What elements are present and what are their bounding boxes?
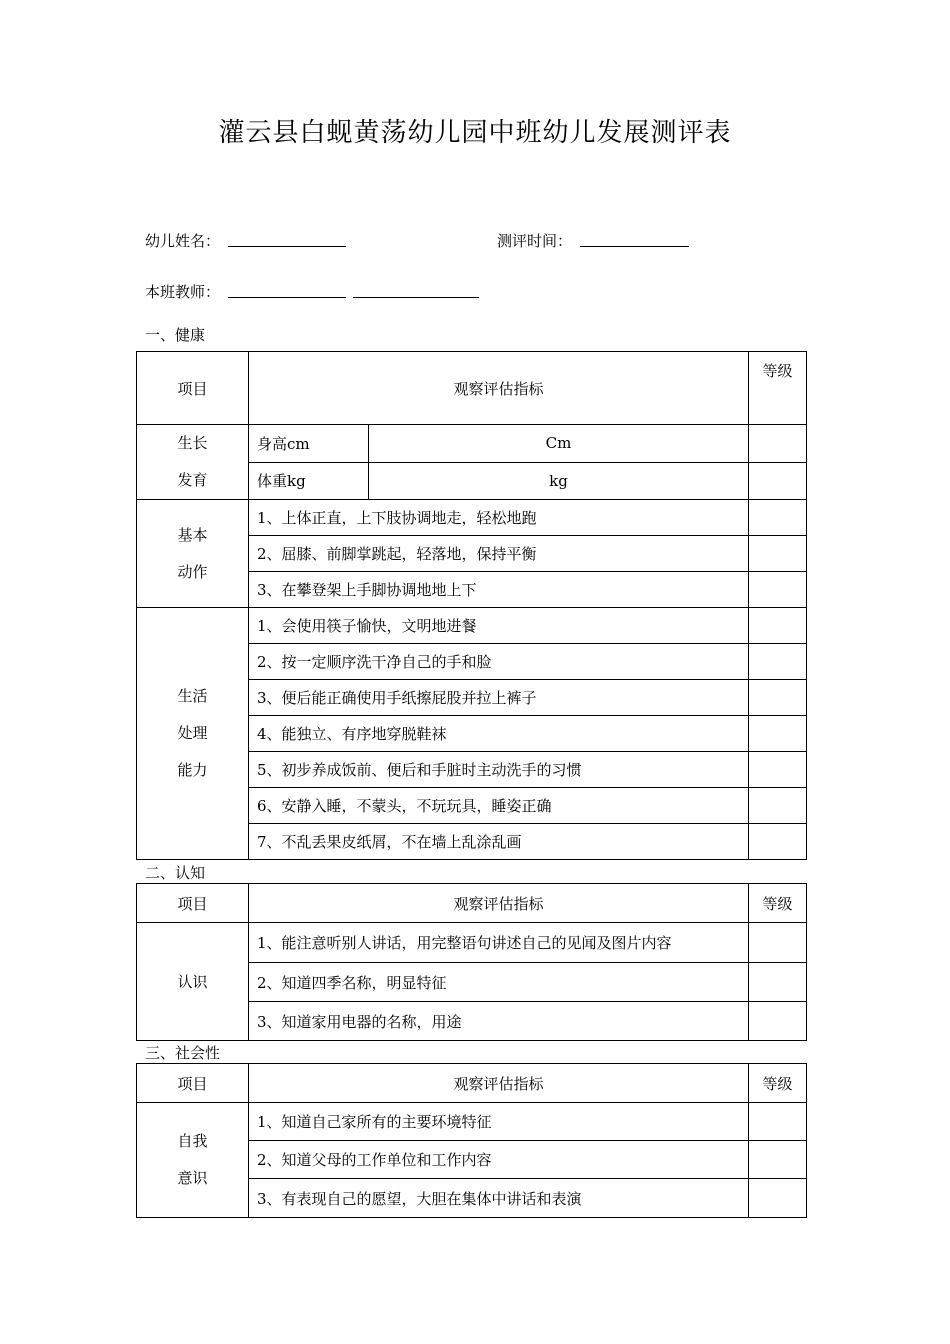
grade-cell[interactable]: [749, 425, 807, 463]
indicator-text: 3、知道家用电器的名称，用途: [249, 1002, 749, 1041]
weight-value-cell[interactable]: kg: [369, 462, 749, 500]
grade-cell[interactable]: [749, 788, 807, 824]
page-title: 灌云县白蚬黄荡幼儿园中班幼儿发展测评表: [218, 118, 732, 148]
col-indicator-header: 观察评估指标: [249, 352, 749, 425]
social-table: [136, 1063, 807, 1218]
teacher-blank-1[interactable]: [228, 297, 346, 298]
social-header-row: [137, 1064, 807, 1103]
grade-cell[interactable]: [749, 536, 807, 572]
health-heading: 一、健康: [145, 326, 206, 344]
table-row: [137, 923, 807, 963]
col-indicator-header: 观察评估指标: [249, 1064, 749, 1103]
col-grade-header: 等级: [749, 884, 807, 923]
teacher-label: 本班教师：: [145, 283, 221, 301]
grade-cell[interactable]: [749, 1103, 807, 1141]
eval-time-blank[interactable]: [580, 246, 689, 247]
col-indicator-header: 观察评估指标: [249, 884, 749, 923]
indicator-text: 2、知道父母的工作单位和工作内容: [249, 1141, 749, 1179]
indicator-text: 1、上体正直，上下肢协调地走，轻松地跑: [249, 500, 749, 536]
grade-cell[interactable]: [749, 608, 807, 644]
cognition-heading: 二、认知: [145, 864, 206, 882]
grade-cell[interactable]: [749, 500, 807, 536]
cognition-category: 认识: [137, 923, 249, 1041]
grade-cell[interactable]: [749, 1141, 807, 1179]
grade-cell[interactable]: [749, 644, 807, 680]
table-row: [137, 1103, 807, 1141]
eval-time-label: 测评时间：: [497, 232, 573, 250]
indicator-text: 6、安静入睡，不蒙头，不玩玩具，睡姿正确: [249, 788, 749, 824]
growth-category: 生长 发育: [137, 425, 249, 500]
col-item-header: 项目: [137, 352, 249, 425]
grade-cell[interactable]: [749, 824, 807, 860]
indicator-text: 2、知道四季名称，明显特征: [249, 963, 749, 1002]
health-table: [136, 351, 807, 860]
grade-cell[interactable]: [749, 572, 807, 608]
height-label: 身高cm: [249, 425, 369, 463]
indicator-text: 2、按一定顺序洗干净自己的手和脸: [249, 644, 749, 680]
indicator-text: 2、屈膝、前脚掌跳起，轻落地，保持平衡: [249, 536, 749, 572]
grade-cell[interactable]: [749, 923, 807, 963]
health-header-row: [137, 352, 807, 425]
col-item-header: 项目: [137, 1064, 249, 1103]
col-grade-header: 等级: [749, 352, 807, 425]
child-name-label: 幼儿姓名：: [145, 232, 221, 250]
col-grade-header: 等级: [749, 1064, 807, 1103]
self-awareness-category: 自我 意识: [137, 1103, 249, 1218]
indicator-text: 3、在攀登架上手脚协调地地上下: [249, 572, 749, 608]
height-row: [137, 425, 807, 463]
teacher-blank-2[interactable]: [353, 297, 479, 298]
indicator-text: 1、知道自己家所有的主要环境特征: [249, 1103, 749, 1141]
indicator-text: 5、初步养成饭前、便后和手脏时主动洗手的习惯: [249, 752, 749, 788]
grade-cell[interactable]: [749, 1002, 807, 1041]
life-skills-category: 生活 处理 能力: [137, 608, 249, 860]
table-row: [137, 608, 807, 644]
grade-cell[interactable]: [749, 963, 807, 1002]
indicator-text: 7、不乱丢果皮纸屑，不在墙上乱涂乱画: [249, 824, 749, 860]
grade-cell[interactable]: [749, 752, 807, 788]
indicator-text: 4、能独立、有序地穿脱鞋袜: [249, 716, 749, 752]
indicator-text: 3、便后能正确使用手纸擦屁股并拉上裤子: [249, 680, 749, 716]
grade-cell[interactable]: [749, 680, 807, 716]
col-item-header: 项目: [137, 884, 249, 923]
grade-cell[interactable]: [749, 1179, 807, 1218]
child-name-blank[interactable]: [228, 246, 346, 247]
indicator-text: 1、会使用筷子愉快，文明地进餐: [249, 608, 749, 644]
weight-label: 体重kg: [249, 462, 369, 500]
table-row: [137, 500, 807, 536]
indicator-text: 1、能注意听别人讲话，用完整语句讲述自己的见闻及图片内容: [249, 923, 749, 963]
social-heading: 三、社会性: [145, 1044, 221, 1062]
basic-motion-category: 基本 动作: [137, 500, 249, 608]
cognition-header-row: [137, 884, 807, 923]
cognition-table: [136, 883, 807, 1041]
grade-cell[interactable]: [749, 462, 807, 500]
indicator-text: 3、有表现自己的愿望，大胆在集体中讲话和表演: [249, 1179, 749, 1218]
grade-cell[interactable]: [749, 716, 807, 752]
height-value-cell[interactable]: Cm: [369, 425, 749, 463]
